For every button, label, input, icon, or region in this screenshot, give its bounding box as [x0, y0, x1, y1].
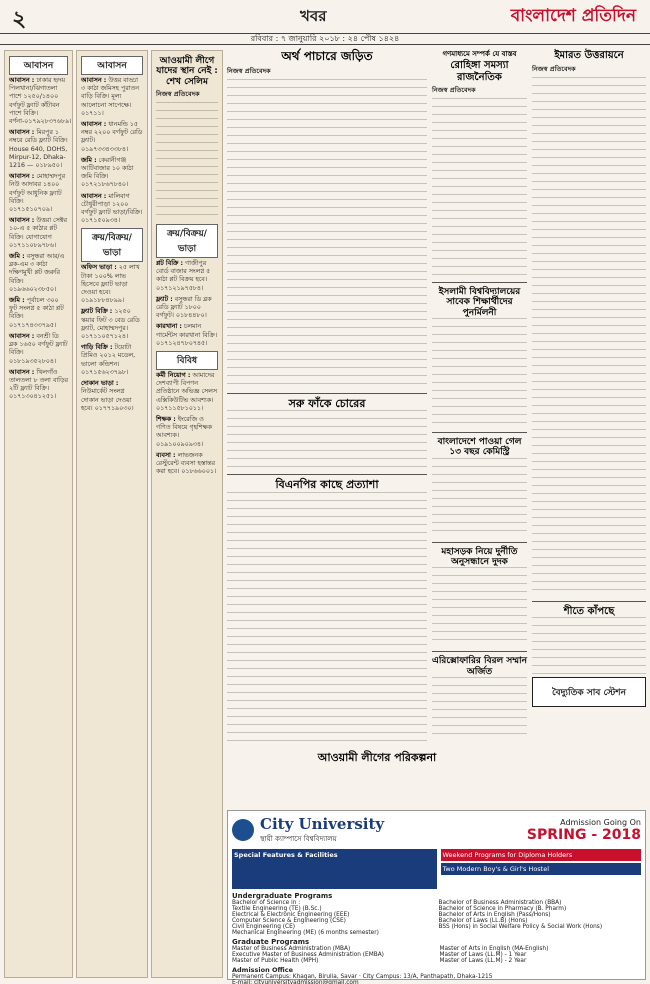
classified-body: খিলগাঁও তালতলা ৮ তলা বাড়ির ২টি ফ্ল্যাট বিক্রি। ০১৭১৩০৪১২৫১। [9, 368, 68, 401]
classified-ad [9, 369, 68, 402]
category-header: আবাসন [81, 56, 143, 75]
headline: মহাসড়ক নিয়ে দুর্নীতি অনুসন্ধানে দুদক [441, 546, 518, 568]
classified-ad [156, 296, 218, 321]
headline: ইসলামী বিশ্ববিদ্যালয়ের সাবেক শিক্ষার্থীদের পুনর্মিলনী [438, 287, 521, 318]
classified-ad [156, 372, 218, 413]
classified-body: গাজীপুর বোর্ড বাজার সংলগ্ন ৫ কাঠা প্লট বিক্রয় হবে। ০১৭১২১৯৭৫৮৪। [156, 260, 211, 292]
classified-body: বনশ্রী ডি ব্লক ১৬৫০ বর্গফুট ফ্ল্যাট বিক্রি। ০১৮১৯৩৫২৮০৪। [9, 332, 68, 365]
byline: নিজস্ব প্রতিবেদক [227, 66, 271, 75]
newspaper-brand: বাংলাদেশ প্রতিদিন [510, 6, 636, 26]
classified-head: জমি : [9, 253, 25, 261]
program-item: Computer Science & Engineering (CSE) [232, 918, 346, 924]
classified-body: বসুন্ধরা ডি ব্লক রেডি ফ্ল্যাট ১৮০০ বর্গফুট। ০১৮৪৪৮০। [156, 295, 212, 320]
classified-ad [81, 308, 143, 341]
headline: এরিক্সোফারির বিরল সম্মান অর্জিত [432, 656, 527, 677]
classified-head: আবাসন : [9, 217, 35, 225]
classified-head: আবাসন : [81, 121, 107, 129]
ug-programs-left [232, 900, 435, 936]
section-title: খবর [300, 7, 327, 25]
hostel-banner: Two Modern Boy's & Girl's Hostel [441, 863, 642, 875]
news-column-right [532, 50, 646, 750]
headline: আওয়ামী লীগের পরিকল্পনা [317, 751, 437, 764]
article-body [227, 492, 427, 742]
classified-body: ২৫ লাখ টাকা ১০০% লাভ হিসেবে ফ্ল্যাট ভাড়া দেওয়া হবে। ০১৯১৮৮৪৮৯৯। [81, 264, 140, 305]
headline: বাংলাদেশে পাওয়া গেল ১৩ বছর কেমিস্ট্রি [437, 437, 522, 458]
classified-list [81, 264, 143, 412]
classified-body: উত্তরা সেক্টর ১০-এ ৫ কাঠার প্লট বিক্রি। যোগাযোগ ০১৭১১০৮৯৭৮৬। [9, 217, 68, 249]
program-item: Bachelor of Science in Pharmacy (B. Pharm) [438, 906, 567, 912]
classified-ad [9, 77, 72, 126]
classified-ad [156, 452, 218, 477]
classified-body: ঢাকার হৃদয় পিলখানা/ঝিগাতলা পাশে ১২৫০/১৪০০ বর্গফুট ফ্ল্যাট কাঁটাবন পাশে বিক্রি। বর্ণনা-০১৭৯২৮৩৭৬৮৯। [9, 77, 72, 126]
classified-ad [9, 297, 68, 330]
article-body [227, 410, 427, 470]
admission-notice: Admission Going On [560, 817, 641, 827]
program-item: Master of Public Health (MPH) [232, 958, 319, 964]
pg-title: Graduate Programs [232, 938, 310, 946]
office-address: Permanent Campus: Khagan, Birulia, Savar · City Campus: 13/A, Panthapath, Dhaka-1215 [232, 974, 493, 980]
classified-head: প্লট বিক্রি : [156, 260, 184, 268]
classified-column-3 [151, 50, 223, 978]
classified-head: আবাসন : [9, 129, 35, 137]
university-logo-icon [232, 819, 254, 841]
admission-season: SPRING - 2018 [526, 826, 641, 843]
headline: বিএনপির কাছে প্রত্যাশা [275, 478, 379, 492]
classified-head: অফিস ভাড়া : [81, 264, 117, 272]
classified-body: লাভজনক রেস্টুরেন্ট ব্যবসা হস্তান্তর করা হবে। ০১৮৬৬০০১। [156, 451, 217, 476]
article-body [227, 79, 427, 389]
features-title: Special Features & Facilities [234, 851, 338, 859]
classified-list [156, 260, 218, 348]
pg-programs [232, 946, 641, 964]
classified-body: পূর্বাচল ৩০০ ফুট সংলগ্ন ৫ কাঠা প্লট বিক্রি। ০১৭১৭৪৩৩৭৯৫। [9, 297, 64, 329]
program-item: Executive Master of Business Administration (EMBA) [232, 952, 384, 958]
classified-body: আমাদের দেশব্যাপী বিপণন প্রতিষ্ঠানে অভিজ্ঞ সেলস এক্সিকিউটিভ আবশ্যক। ০১৭১১৫৮১০১১। [156, 372, 217, 412]
classified-head: আবাসন : [9, 332, 35, 340]
program-item: Master of Business Administration (MBA) [232, 946, 351, 952]
classified-ad [81, 77, 143, 118]
classified-ad [9, 253, 68, 294]
classified-head: আবাসন : [9, 173, 35, 181]
classified-head: গাড়ি বিক্রি : [81, 344, 113, 352]
headline: আওয়ামী লীগে যাদের স্থান নেই : শেখ সেলিম [156, 56, 218, 87]
classified-list [81, 77, 143, 225]
classified-ad [156, 323, 218, 348]
headline: সরু ফাঁকে চোরের [288, 396, 366, 410]
classified-ad [81, 193, 143, 226]
classified-body: চলমান গার্মেন্টস কারখানা বিক্রি। ০১৭১২৪৭৮০৭৪৫। [156, 323, 217, 347]
classified-ad [9, 173, 68, 214]
headline: ইমারত উত্তরায়নে [554, 50, 624, 61]
program-item: Bachelor of Business Administration (BBA) [438, 900, 562, 906]
ug-programs-right [439, 900, 642, 936]
advert-text: বৈদ্যুতিক সাব স্টেশন [552, 687, 626, 698]
classified-head: শিক্ষক : [156, 416, 176, 424]
classified-ad [81, 380, 143, 413]
program-item: Bachelor of Science in : [232, 900, 301, 906]
program-item: Bachelor of Arts in English (Pass/Hons) [438, 912, 551, 918]
dateline: রবিবার : ৭ জানুয়ারি ২০১৮ : ২৪ পৌষ ১৪২৪ [0, 33, 650, 45]
headline: অর্থ পাচারে জড়িত [281, 49, 373, 63]
classified-head: আবাসন : [9, 77, 35, 84]
classified-head: জমি : [81, 156, 97, 164]
program-item: BSS (Hons) in Social Welfare Policy & Social Work (Hons) [438, 924, 603, 930]
article-body [432, 567, 527, 647]
news-column-bottom [227, 752, 527, 812]
weekend-banner: Weekend Programs for Diploma Holders [441, 849, 642, 861]
classified-body: নিউমার্কেট সংলগ্ন দোকান ভাড়া দেওয়া হবে। ০১৭৭১৯০৩০। [81, 388, 134, 412]
category-header: বিবিধ [156, 351, 218, 370]
office-title: Admission Office [232, 966, 294, 974]
classified-body: মালিবাগ চৌধুরীপাড়া ১২০০ বর্গফুট ফ্ল্যাট ভাড়া/বিক্রি। ০১৭১৫০৯৩৪। [81, 192, 143, 225]
university-advert [227, 810, 646, 984]
classified-head: কর্মী নিয়োগ : [156, 372, 191, 380]
classified-body: কেরানীগঞ্জ আটিবাজার ১০ কাঠা জমি বিক্রি। ০১৭২১৮৬৭৮৪০। [81, 156, 134, 189]
classified-body: ধানমন্ডি ১৫ নম্বর ২২০০ বর্গফুট রেডি ফ্ল্যাট। ০১৯৭৩৩৪৩৩৮৪। [81, 121, 143, 153]
classified-list [156, 372, 218, 476]
classified-body: মোহাম্মদপুর নিউ আদাবর ১৪০০ বর্গফুট আধুনিক ফ্ল্যাট বিক্রি। ০১৭১৫১০৭০৯। [9, 173, 66, 214]
category-header: ক্রয়/বিক্রয়/ভাড়া [81, 228, 143, 262]
classified-ad [81, 121, 143, 154]
program-item: Electrical & Electronic Engineering (EEE) [232, 912, 350, 918]
article-body [156, 102, 218, 222]
classified-ad [156, 416, 218, 449]
office-email: E-mail: cityuniversityadmission@gmail.com [232, 980, 359, 984]
classified-ad [81, 344, 143, 377]
byline: নিজস্ব প্রতিবেদক [432, 86, 476, 95]
byline: নিজস্ব প্রতিবেদক [156, 90, 200, 99]
classified-list [9, 77, 72, 402]
category-header: আবাসন [9, 56, 68, 75]
article-body [432, 318, 527, 428]
article-body [432, 677, 527, 737]
masthead [0, 0, 650, 32]
classified-head: ব্যবসা : [156, 451, 176, 459]
classified-ad [156, 260, 218, 293]
article-body [532, 617, 646, 677]
news-column-2 [432, 50, 527, 750]
program-item: Bachelor of Laws (LL.B) (Hons) [438, 918, 528, 924]
headline: রোহিঙ্গা সমস্যা রাজনৈতিক [450, 60, 509, 83]
program-item: Master of Laws (LL.M) - 1 Year [439, 952, 527, 958]
article-body [432, 458, 527, 538]
classified-ad [9, 217, 68, 250]
headline: শীতে কাঁপছে [563, 605, 615, 617]
news-column-middle [227, 50, 427, 750]
classified-ad [81, 264, 143, 305]
small-advert [532, 677, 646, 707]
classified-body: টয়োটা প্রিমিও ২০১২ মডেল, ভালো কন্ডিশন। ০১৭১৫৬২৩৭৯৮। [81, 344, 136, 376]
classified-body: মিরপুর ১ নম্বরে রেডি ফ্ল্যাট বিক্রি। House 640, DOHS, Mirpur-12, Dhaka-1216 — ০১৮৯৫০। [9, 129, 68, 170]
classified-head: কারখানা : [156, 323, 182, 331]
program-item: Master of Arts in English (MA-English) [439, 946, 549, 952]
classified-ad [9, 129, 68, 170]
program-item: Master of Laws (LL.M) - 2 Year [439, 958, 527, 964]
classified-head: আবাসন : [9, 368, 35, 376]
classified-body: ইংরেজি ও গণিত বিষয়ে গৃহশিক্ষক আবশ্যক। ০১৯১০০৯০৯৩৪। [156, 416, 212, 448]
classified-body: উত্তর বাড্ডা ৩ কাঠা জমিসহ পুরাতন বাড়ি বিক্রি। মূল্য আলোচনা সাপেক্ষে। ০১৭১১। [81, 77, 139, 117]
classified-head: আবাসন : [81, 192, 107, 200]
program-item: Civil Engineering (CE) [232, 924, 296, 930]
program-item: Textile Engineering (TE) (B.Sc.) [232, 906, 322, 912]
program-item: Mechanical Engineering (ME) (6 months semester) [232, 930, 379, 936]
classified-ad [81, 157, 143, 190]
university-tagline: স্থায়ী ক্যাম্পাসে বিশ্ববিদ্যালয় [260, 835, 337, 843]
byline: নিজস্ব প্রতিবেদক [532, 64, 576, 73]
classified-ad [9, 333, 68, 366]
headline: গণমাধ্যমে সম্পর্ক যে বাস্তব [442, 49, 517, 58]
classified-head: জমি : [9, 297, 25, 305]
classified-column-1 [4, 50, 73, 978]
category-header: ক্রয়/বিক্রয়/ভাড়া [156, 224, 218, 258]
ug-title: Undergraduate Programs [232, 892, 333, 900]
classified-body: ১২৫০ স্কয়ার ফিট ৩ বেড রেডি ফ্ল্যাট, মোহাম্মদপুর। ০১৭১১০৫৭১২৪। [81, 308, 140, 341]
classified-head: ফ্ল্যাট : [156, 295, 173, 303]
classified-head: দোকান ভাড়া : [81, 380, 119, 388]
classified-column-2 [76, 50, 148, 978]
classified-head: আবাসন : [81, 77, 107, 84]
classified-body: বসুন্ধরা আর/এ ব্লক-এম ৩ কাঠা দক্ষিণমুখী প্লট জরুরি বিক্রি। ০১৯৬৬০২৩৮৫০। [9, 253, 65, 293]
article-body [432, 98, 527, 278]
classified-head: ফ্ল্যাট বিক্রি : [81, 308, 113, 316]
article-body [532, 77, 646, 597]
page-number: ২ [12, 6, 27, 32]
university-name: City University [260, 815, 385, 833]
